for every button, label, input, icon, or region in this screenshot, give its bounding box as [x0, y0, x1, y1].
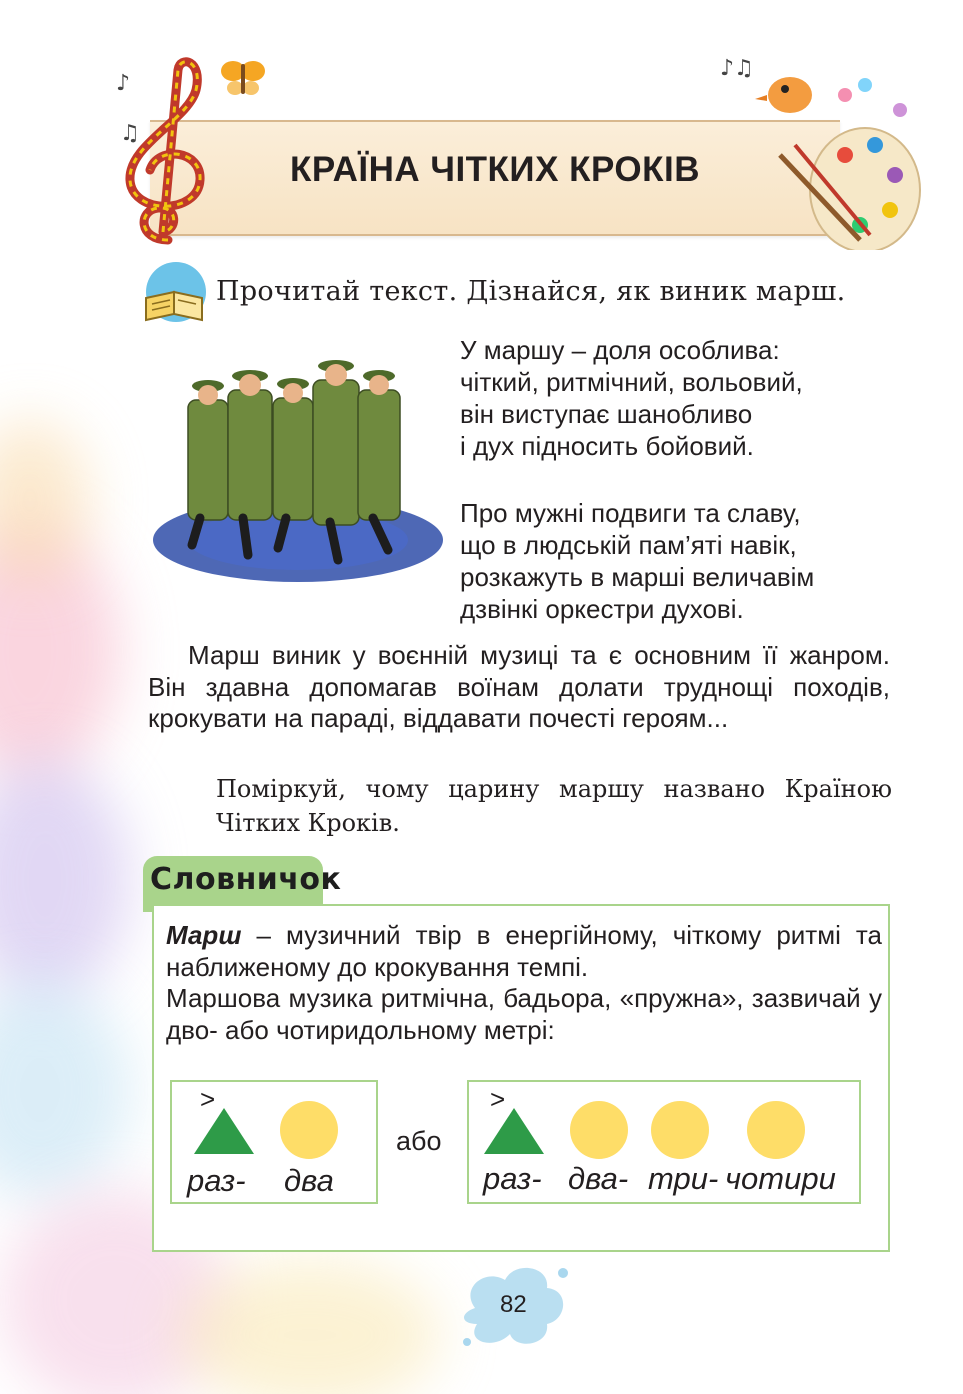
- syllable: два: [284, 1163, 334, 1198]
- poem-line: У маршу – доля особлива:: [460, 335, 780, 365]
- watercolor-yellow: [180, 1260, 440, 1394]
- syllable: три-: [648, 1161, 719, 1196]
- dictionary-label: Словничок: [150, 862, 342, 897]
- poem-line: що в людській пам’яті навік,: [460, 530, 797, 560]
- think-task: Поміркуй, чому царину маршу названо Країною Чітких Кроків.: [216, 775, 892, 837]
- dictionary-term: Марш: [166, 920, 242, 950]
- poem-line: Про мужні подвиги та славу,: [460, 498, 801, 528]
- watercolor-violet: [0, 760, 130, 1000]
- dictionary-second: Маршова музика ритмічна, бадьора, «пружна», зазвичай у дво- або чотиридольному метрі:: [166, 983, 882, 1045]
- yellow-circle-icon: [651, 1101, 709, 1159]
- palette-and-bird-icon: [715, 45, 925, 250]
- yellow-circle-icon: [570, 1101, 628, 1159]
- green-triangle-icon: [482, 1106, 546, 1156]
- watercolor-blue: [0, 980, 130, 1200]
- poem-line: чіткий, ритмічний, вольовий,: [460, 367, 803, 397]
- page-number: 82: [500, 1291, 527, 1318]
- poem-line: розкажуть в марші величавім: [460, 562, 815, 592]
- green-triangle-icon: [192, 1106, 256, 1156]
- dictionary-definition: – музичний твір в енергійному, чіткому ритмі та наближеному до крокування темпі.: [166, 920, 882, 982]
- marching-soldiers-illustration: [148, 350, 448, 590]
- dictionary-text: [166, 920, 882, 1046]
- svg-text:♪: ♪: [116, 71, 131, 96]
- march-paragraph: [148, 640, 890, 735]
- svg-text:♫: ♫: [120, 121, 140, 146]
- yellow-circle-icon: [280, 1101, 338, 1159]
- book-icon: [140, 262, 206, 324]
- butterfly-icon: [218, 56, 268, 101]
- syllable: два-: [568, 1161, 629, 1196]
- or-label: або: [396, 1126, 442, 1156]
- poem-line: дзвінкі оркестри духові.: [460, 594, 744, 624]
- accent-mark: >: [490, 1084, 506, 1114]
- syllable: раз-: [187, 1163, 246, 1198]
- poem-line: і дух підносить бойовий.: [460, 431, 754, 461]
- page-title: КРАЇНА ЧІТКИХ КРОКІВ: [290, 150, 700, 189]
- read-task: Прочитай текст. Дізнайся, як виник марш.: [216, 276, 846, 307]
- syllable: раз-: [483, 1161, 542, 1196]
- syllable: чотири: [725, 1161, 836, 1196]
- poem-stanza-1: [460, 334, 803, 462]
- poem-stanza-2: [460, 497, 814, 625]
- yellow-circle-icon: [747, 1101, 805, 1159]
- accent-mark: >: [200, 1084, 216, 1114]
- poem-line: він виступає шанобливо: [460, 399, 753, 429]
- paragraph-text: Марш виник у воєнній музиці та є основним її жанром. Він здавна допомагав воїнам долати труднощі походів, крокувати на параді, віддавати почесті героям...: [148, 640, 890, 733]
- svg-text:♪♫: ♪♫: [720, 56, 754, 81]
